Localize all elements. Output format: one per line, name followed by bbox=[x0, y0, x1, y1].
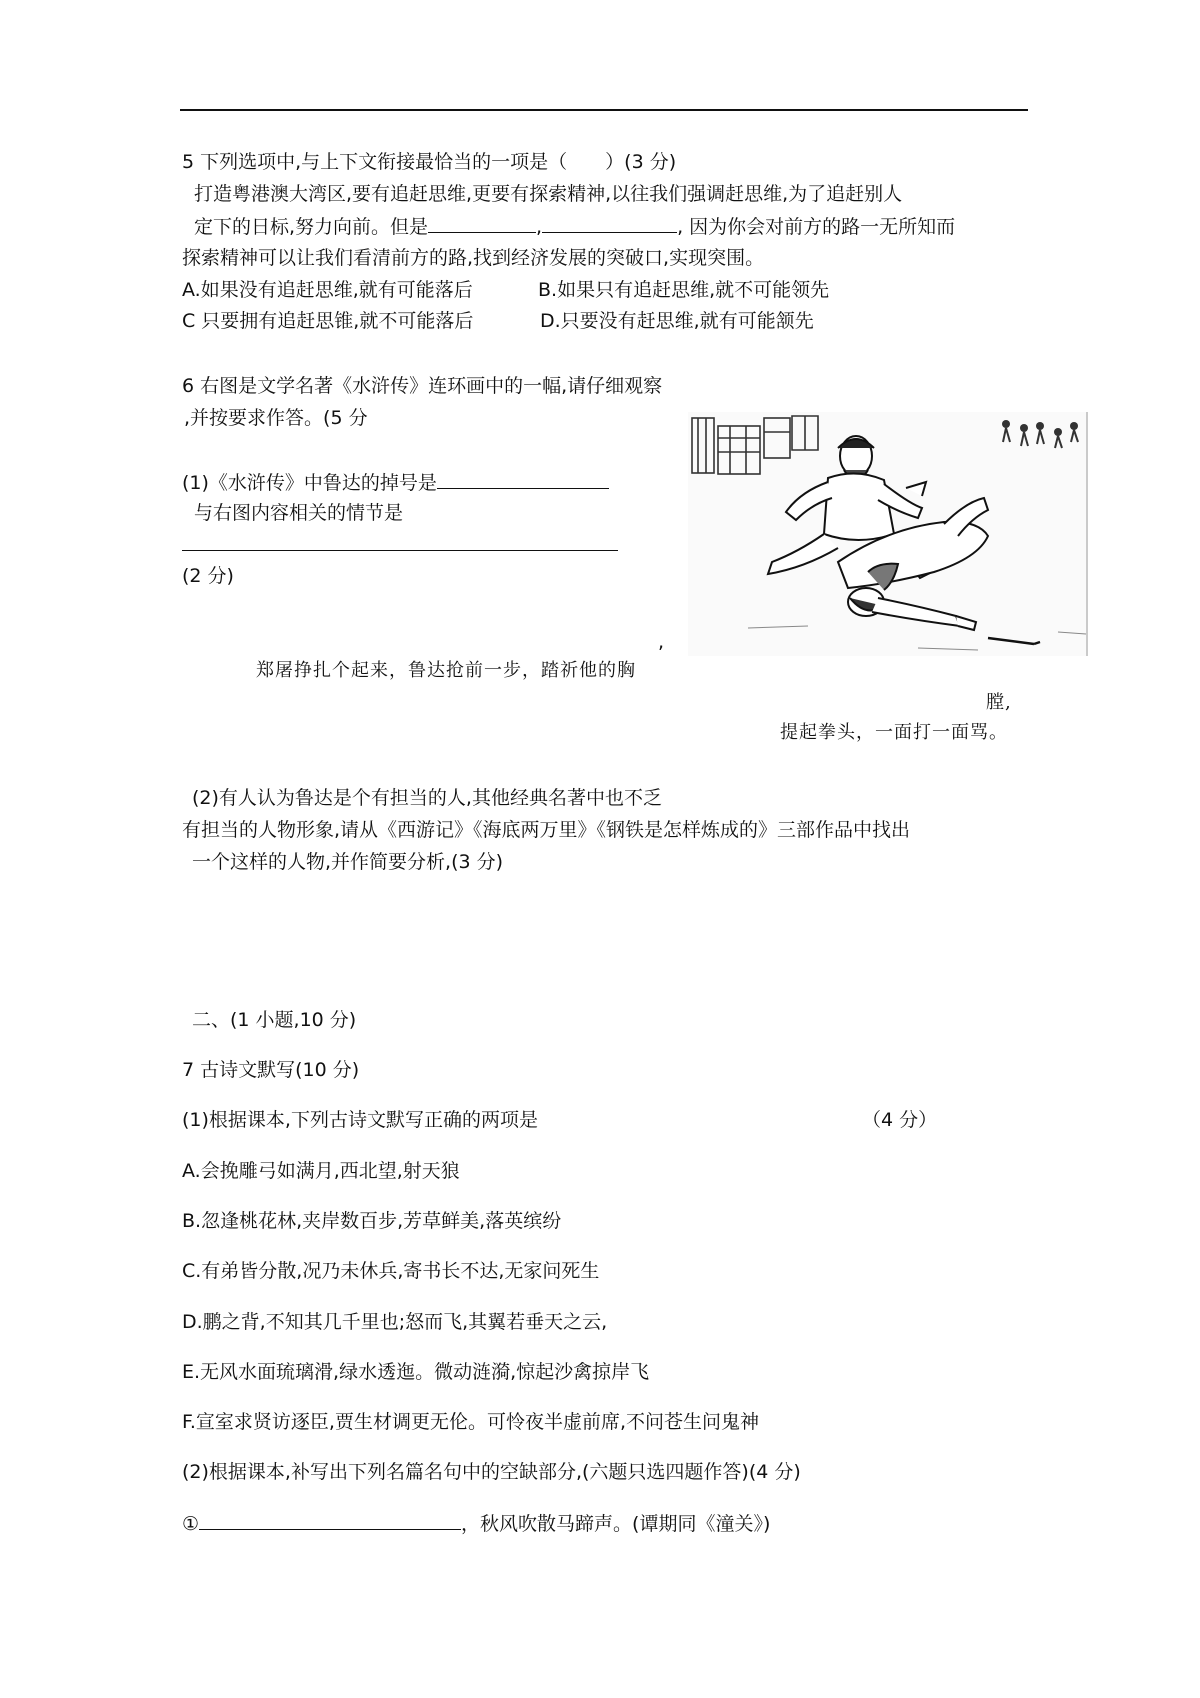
q5-passage-line2 bbox=[194, 214, 955, 239]
q5-blank-2[interactable] bbox=[542, 214, 677, 233]
q6-caption-line2: 膛, bbox=[986, 692, 1012, 713]
q7-option-c: C.有弟皆分散,况乃未休兵,寄书长不达,无家问死生 bbox=[182, 1260, 600, 1282]
q7-option-a: A.会挽雕弓如满月,西北望,射天狼 bbox=[182, 1160, 460, 1182]
q7-option-b: B.忽逢桃花林,夹岸数百步,芳草鲜美,落英缤纷 bbox=[182, 1210, 562, 1232]
q7-option-e: E.无风水面琉璃滑,绿水透迤。微动涟漪,惊起沙禽掠岸飞 bbox=[182, 1361, 650, 1383]
q5-option-b: B.如果只有追赶思维,就不可能领先 bbox=[538, 279, 830, 301]
q5-passage-text-c: , 因为你会对前方的路一无所知而 bbox=[677, 216, 956, 238]
comic-illustration bbox=[688, 412, 1088, 656]
q6-sub1-plot-label: 与右图内容相关的情节是 bbox=[194, 502, 404, 524]
q5-passage-line3: 探索精神可以让我们看清前方的路,找到经济发展的突破口,实现突围。 bbox=[182, 247, 765, 269]
q7-fill-item-1-marker: ① bbox=[182, 1513, 200, 1535]
q6-sub2: (2)有人认为鲁达是个有担当的人,其他经典名著中也不乏 bbox=[192, 787, 662, 809]
q7-option-d: D.鹏之背,不知其几千里也;怒而飞,其翼若垂天之云, bbox=[182, 1311, 608, 1333]
q7-fill-blank-1[interactable] bbox=[199, 1511, 461, 1530]
q6-sub1-score: (2 分) bbox=[182, 565, 234, 587]
q6-sub1 bbox=[182, 470, 609, 495]
q6-plot-blank[interactable] bbox=[182, 532, 618, 551]
q6-sub1-text: (1)《水浒传》中鲁达的掉号是 bbox=[182, 472, 437, 494]
q6-caption-comma: , bbox=[658, 631, 665, 653]
q6-title-line2: ,并按要求作答。(5 分 bbox=[184, 407, 368, 429]
q6-title: 6 右图是文学名著《水浒传》连环画中的一幅,请仔细观察 bbox=[182, 375, 663, 397]
q6-caption-line1: 郑屠挣扎个起来，鲁达抢前一步，踏祈他的胸 bbox=[256, 660, 636, 681]
q6-caption-line3: 提起拳头，一面打一面骂。 bbox=[780, 722, 1008, 743]
q5-blank-1[interactable] bbox=[428, 214, 536, 233]
q7-title: 7 古诗文默写(10 分) bbox=[182, 1059, 360, 1081]
q5-title: 5 下列选项中,与上下文衔接最恰当的一项是（ ）(3 分) bbox=[182, 151, 677, 173]
q7-option-f: F.宣室求贤访逐臣,贾生材调更无伦。可怜夜半虚前席,不问苍生问鬼神 bbox=[182, 1411, 759, 1433]
q5-option-a: A.如果没有追赶思维,就有可能落后 bbox=[182, 279, 473, 301]
q5-passage-text-a: 定下的日标,努力向前。但是 bbox=[194, 216, 429, 238]
q7-sub1: (1)根据课本,下列古诗文默写正确的两项是 bbox=[182, 1109, 538, 1131]
q5-option-c: C 只要拥有追赶思锥,就不可能落后 bbox=[182, 310, 474, 332]
q7-sub2: (2)根据课本,补写出下列名篇名句中的空缺部分,(六题只选四题作答)(4 分) bbox=[182, 1461, 801, 1483]
q7-sub1-score: （4 分） bbox=[862, 1109, 938, 1131]
q7-fill-item-1-text: ，秋风吹散马蹄声。(谭期同《潼关》) bbox=[461, 1513, 771, 1535]
q7-fill-item-1 bbox=[182, 1511, 770, 1536]
top-rule bbox=[180, 109, 1028, 111]
q5-passage-line1: 打造粤港澳大湾区,要有追赶思维,更要有探索精神,以往我们强调赶思维,为了追赶别人 bbox=[194, 183, 903, 205]
q5-passage-sep: , bbox=[536, 216, 543, 238]
q6-nickname-blank[interactable] bbox=[437, 470, 609, 489]
q6-sub2-line3: 一个这样的人物,并作简要分析,(3 分) bbox=[192, 851, 504, 873]
q5-option-d: D.只要没有赶思维,就有可能颔先 bbox=[540, 310, 814, 332]
section2-title: 二、(1 小题,10 分) bbox=[192, 1009, 357, 1031]
q6-sub2-line2: 有担当的人物形象,请从《西游记》《海底两万里》《钢铁是怎样炼成的》三部作品中找出 bbox=[182, 819, 911, 841]
